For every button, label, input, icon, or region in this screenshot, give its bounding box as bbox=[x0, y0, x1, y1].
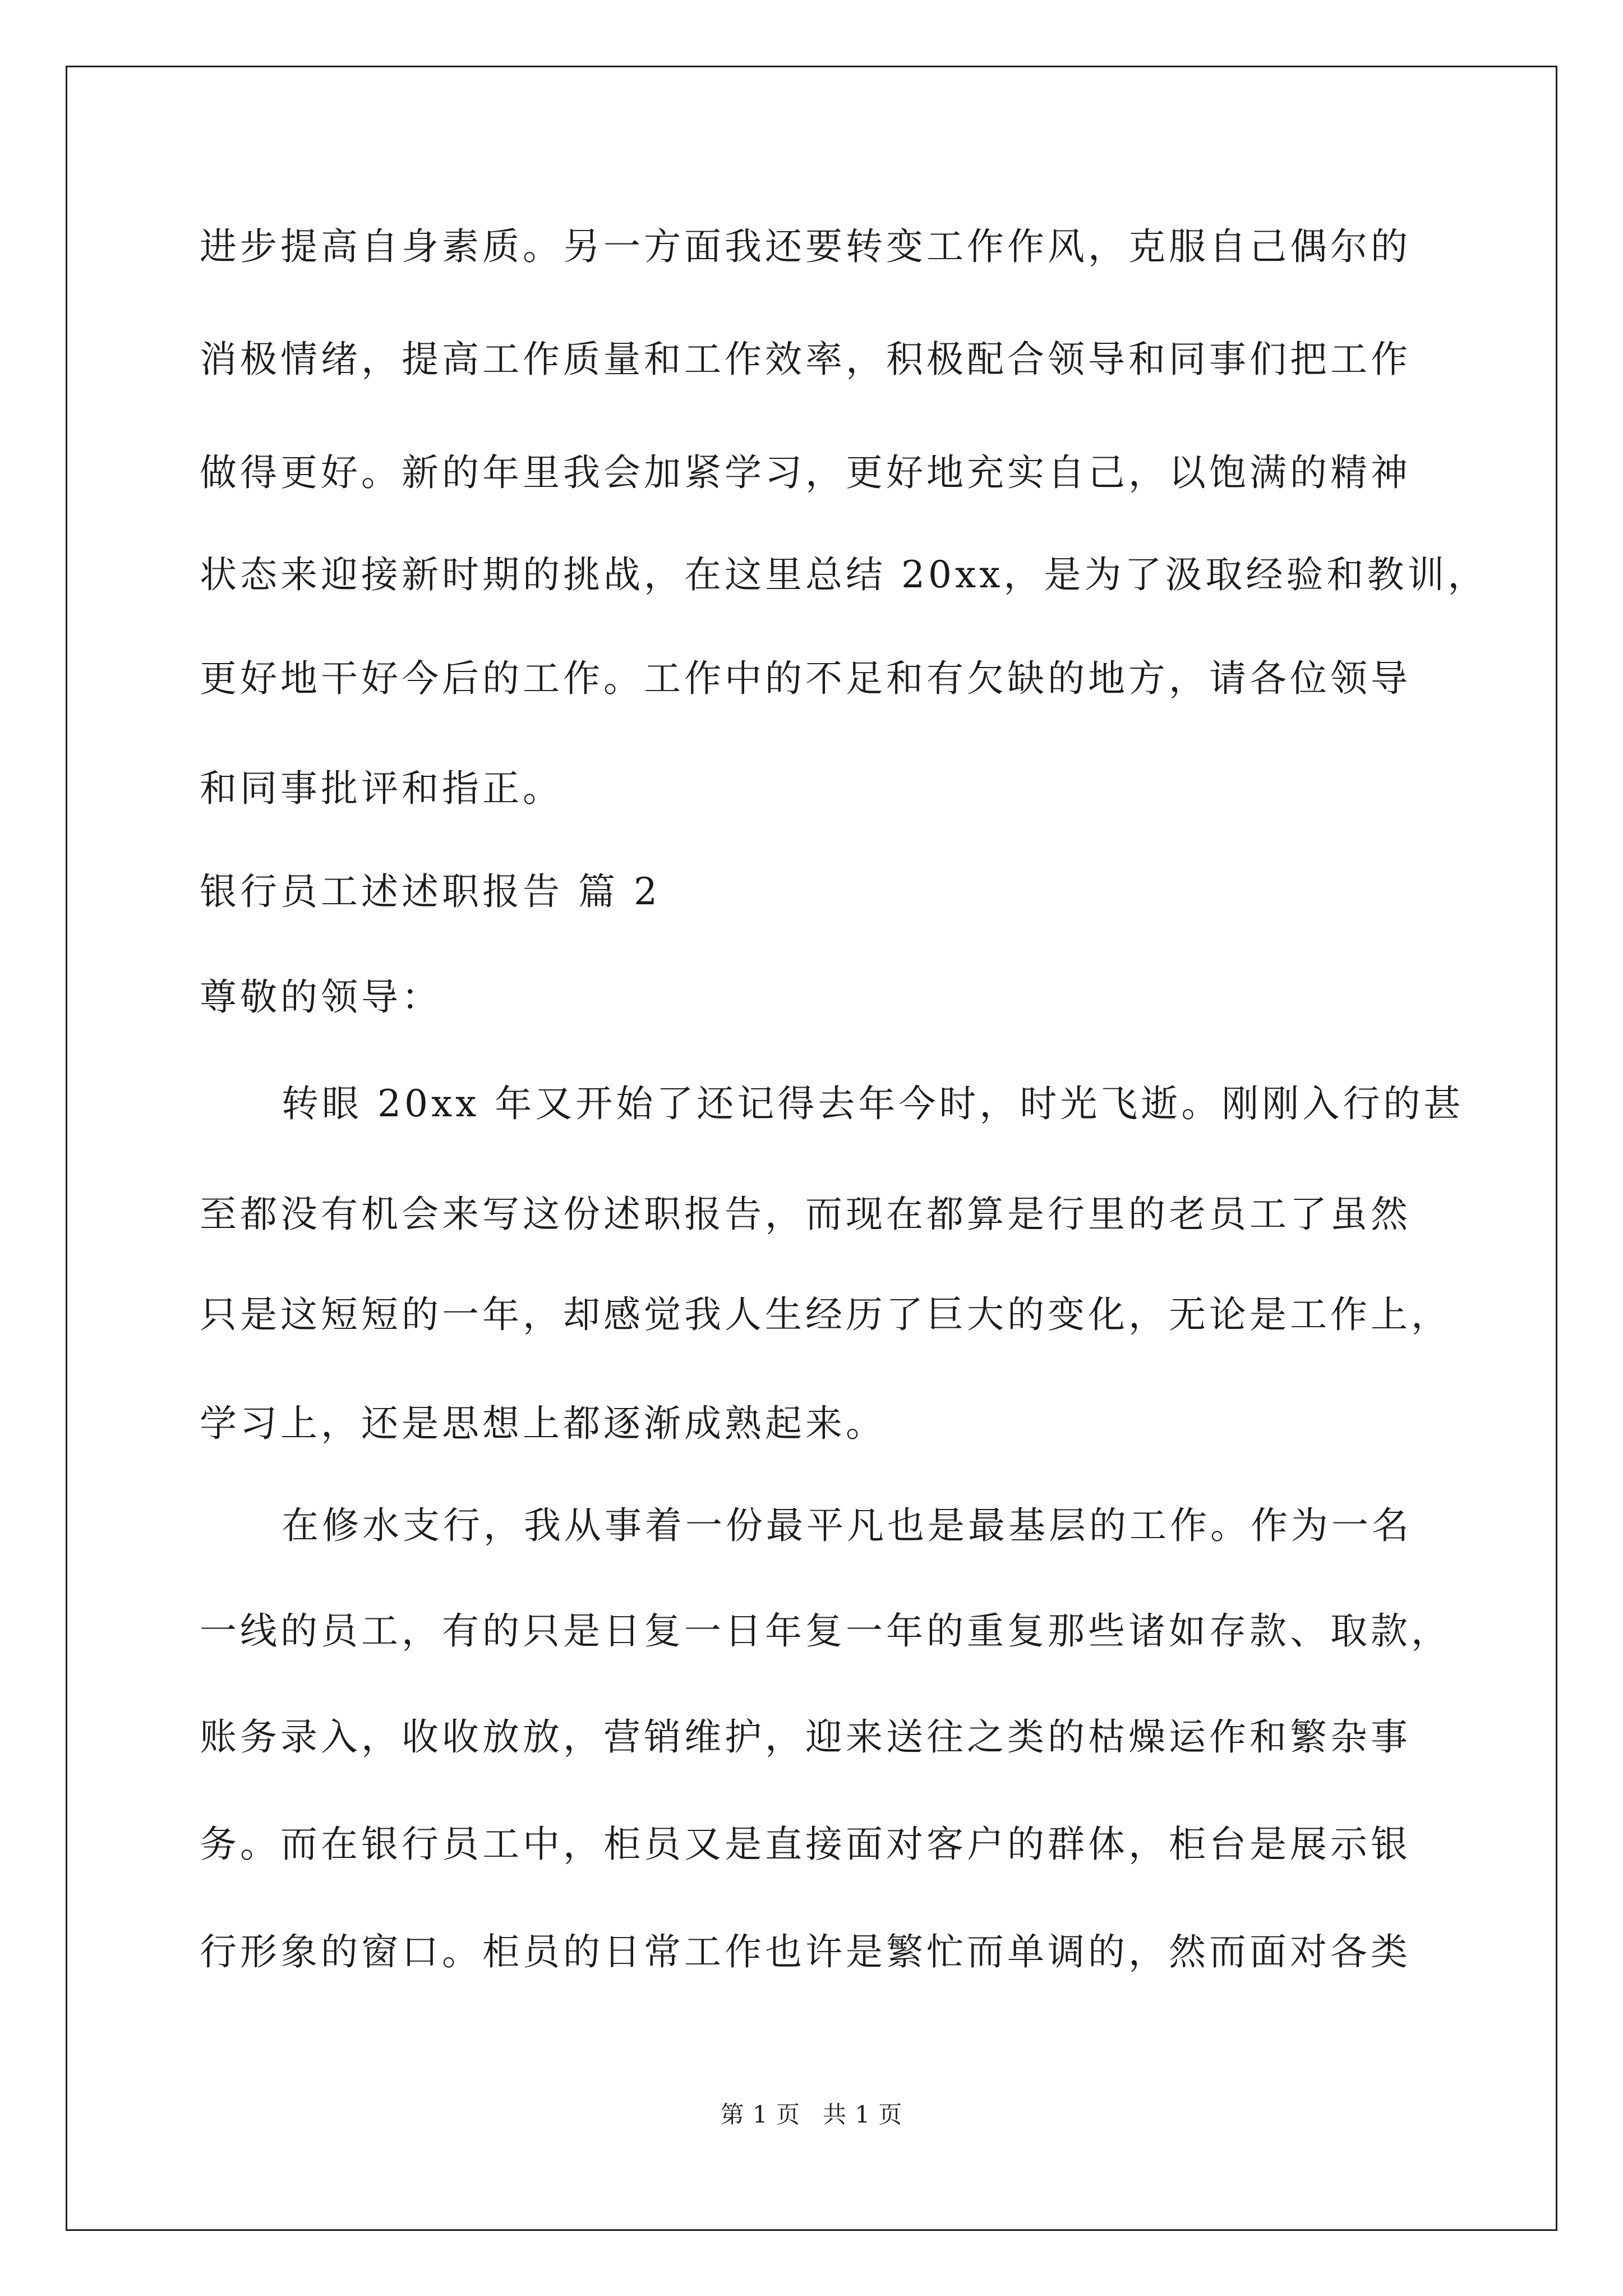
body-line: 状态来迎接新时期的挑战，在这里总结 20xx，是为了汲取经验和教训， bbox=[200, 553, 1488, 596]
page-border bbox=[66, 66, 1557, 2231]
body-line: 一线的员工，有的只是日复一日年复一年的重复那些诸如存款、取款， bbox=[200, 1609, 1451, 1653]
paragraph-first-line: 在修水支行，我从事着一份最平凡也是最基层的工作。作为一名 bbox=[282, 1504, 1412, 1547]
body-line: 进步提高自身素质。另一方面我还要转变工作作风，克服自己偶尔的 bbox=[200, 225, 1411, 268]
page-footer bbox=[0, 2101, 1623, 2129]
body-line: 和同事批评和指正。 bbox=[200, 767, 563, 810]
body-line: 更好地干好今后的工作。工作中的不足和有欠缺的地方，请各位领导 bbox=[200, 657, 1411, 700]
body-line: 务。而在银行员工中，柜员又是直接面对客户的群体，柜台是展示银 bbox=[200, 1823, 1411, 1866]
body-line: 学习上，还是思想上都逐渐成熟起来。 bbox=[200, 1402, 886, 1445]
body-line: 只是这短短的一年，却感觉我人生经历了巨大的变化，无论是工作上， bbox=[200, 1293, 1451, 1336]
body-line: 至都没有机会来写这份述职报告，而现在都算是行里的老员工了虽然 bbox=[200, 1193, 1411, 1236]
paragraph-first-line: 转眼 20xx 年又开始了还记得去年今时，时光飞逝。刚刚入行的甚 bbox=[282, 1082, 1464, 1125]
body-line: 行形象的窗口。柜员的日常工作也许是繁忙而单调的，然而面对各类 bbox=[200, 1930, 1411, 1973]
body-line: 消极情绪，提高工作质量和工作效率，积极配合领导和同事们把工作 bbox=[200, 338, 1411, 381]
page-number: 第 1 页 bbox=[720, 2101, 800, 2128]
body-line: 账务录入，收收放放，营销维护，迎来送往之类的枯燥运作和繁杂事 bbox=[200, 1715, 1411, 1759]
section-heading: 银行员工述述职报告 篇 2 bbox=[200, 870, 661, 913]
salutation: 尊敬的领导： bbox=[200, 976, 442, 1019]
page-total: 共 1 页 bbox=[823, 2101, 903, 2128]
body-line: 做得更好。新的年里我会加紧学习，更好地充实自己，以饱满的精神 bbox=[200, 451, 1411, 494]
